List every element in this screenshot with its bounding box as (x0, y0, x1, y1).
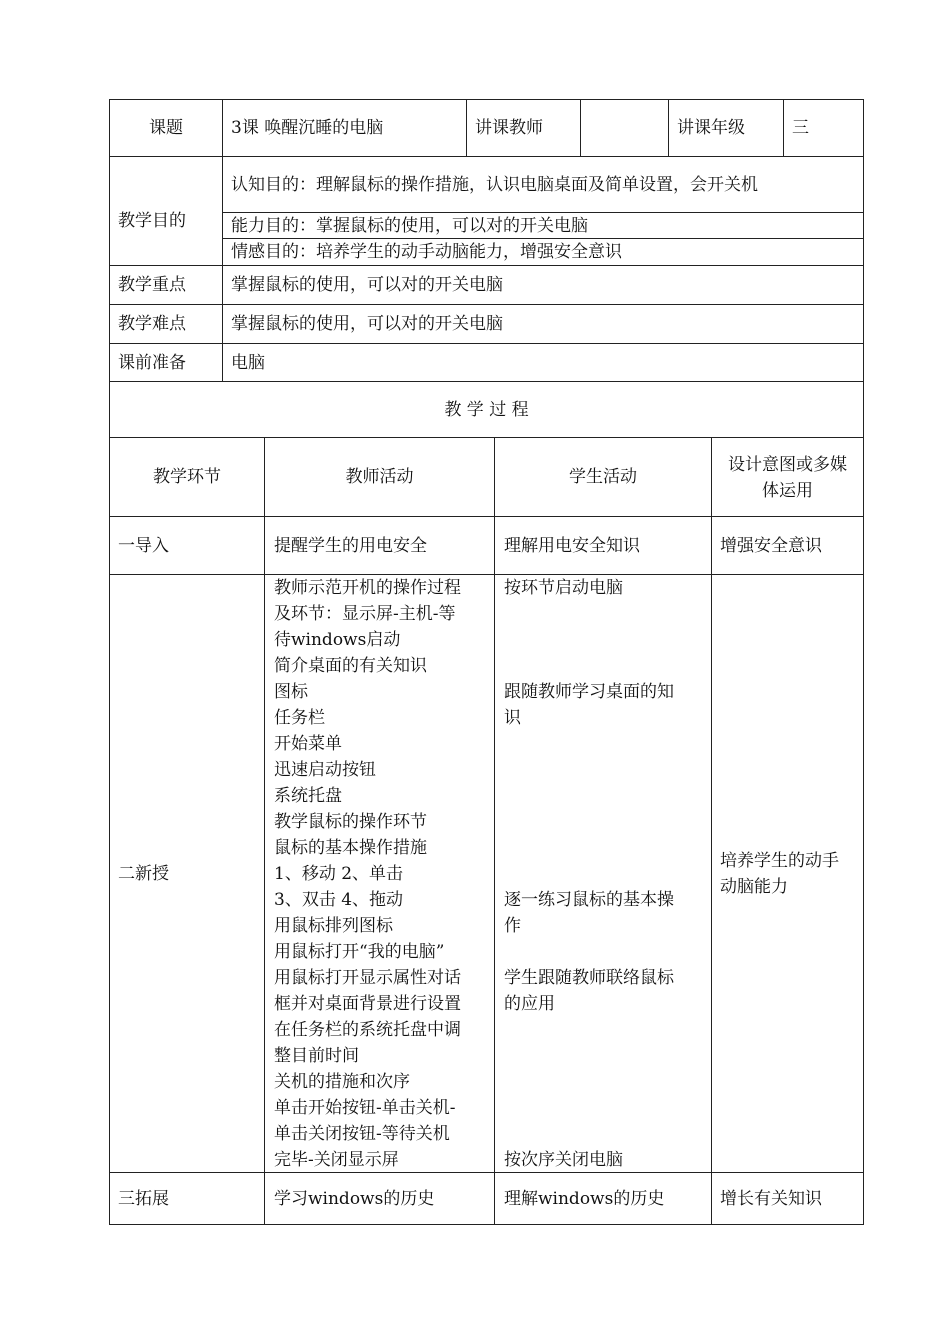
teacher-line: 图标 (274, 682, 308, 702)
border-left (109, 99, 110, 1225)
col-divider (264, 437, 265, 1225)
student-line: 学生跟随教师联络鼠标 (504, 968, 674, 988)
teacher-activity-list (274, 575, 461, 1173)
teacher-line: 在任务栏的系统托盘中调 (274, 1020, 461, 1040)
header-student-activity: 学生活动 (569, 467, 637, 487)
teacher-line: 迅速启动按钮 (274, 760, 376, 780)
topic-value: 3课 唤醒沉睡的电脑 (231, 118, 384, 138)
teacher-line: 教师示范开机的操作过程 (274, 578, 461, 598)
student-line: 跟随教师学习桌面的知 (504, 682, 674, 702)
col-divider (466, 99, 467, 157)
design-intent: 增强安全意识 (720, 536, 822, 556)
teacher-line: 任务栏 (274, 708, 325, 728)
col-divider (711, 437, 712, 1225)
teacher-line: 鼠标的基本操作措施 (274, 838, 427, 858)
teacher-line: 及环节：显示屏-主机-等 (274, 604, 456, 624)
teacher-line: 系统托盘 (274, 786, 342, 806)
topic-label: 课题 (149, 118, 183, 138)
difficulty-value: 掌握鼠标的使用，可以对的开关电脑 (231, 314, 503, 334)
teacher-line: 用鼠标打开“我的电脑” (274, 942, 445, 962)
col-divider (494, 437, 495, 1225)
teacher-line: 教学鼠标的操作环节 (274, 812, 427, 832)
teacher-line: 待windows启动 (274, 630, 401, 650)
header-stage: 教学环节 (153, 467, 221, 487)
student-activity: 理解windows的历史 (504, 1189, 665, 1209)
teacher-line: 整目前时间 (274, 1046, 359, 1066)
teacher-activity: 提醒学生的用电安全 (274, 536, 427, 556)
objective-ability: 能力目的：掌握鼠标的使用，可以对的开关电脑 (231, 216, 588, 236)
preparation-value: 电脑 (231, 353, 265, 373)
row-divider (109, 574, 864, 575)
student-line: 按环节启动电脑 (504, 578, 623, 598)
student-activity: 理解用电安全知识 (504, 536, 640, 556)
key-point-label: 教学重点 (118, 275, 186, 295)
teacher-line: 完毕-关闭显示屏 (274, 1150, 399, 1170)
teacher-line: 单击开始按钮-单击关机- (274, 1098, 456, 1118)
student-line: 作 (504, 916, 521, 936)
teacher-line: 用鼠标打开显示属性对话 (274, 968, 461, 988)
col-divider (222, 99, 223, 382)
teacher-label: 讲课教师 (475, 118, 543, 138)
row-divider (109, 1172, 864, 1173)
process-title: 教 学 过 程 (444, 400, 529, 420)
objectives-label: 教学目的 (118, 211, 186, 231)
col-divider (668, 99, 669, 157)
header-teacher-activity: 教师活动 (345, 467, 414, 487)
student-line: 按次序关闭电脑 (504, 1150, 623, 1170)
row-divider (109, 437, 864, 438)
objective-emotion: 情感目的：培养学生的动手动脑能力，增强安全意识 (231, 242, 622, 262)
design-intent: 增长有关知识 (720, 1189, 822, 1209)
student-line: 的应用 (504, 994, 555, 1014)
teacher-activity: 学习windows的历史 (274, 1189, 435, 1209)
objective-cognitive: 认知目的：理解鼠标的操作措施，认识电脑桌面及简单设置，会开关机 (231, 175, 758, 195)
border-right (863, 99, 864, 1225)
preparation-label: 课前准备 (118, 353, 186, 373)
teacher-line: 框并对桌面背景进行设置 (274, 994, 461, 1014)
col-divider (580, 99, 581, 157)
stage-extension: 三拓展 (118, 1189, 169, 1209)
header-design-line1: 设计意图或多媒 (728, 455, 847, 475)
student-line: 逐一练习鼠标的基本操 (504, 890, 674, 910)
stage-intro: 一导入 (118, 536, 169, 556)
teacher-line: 开始菜单 (274, 734, 342, 754)
teacher-line: 用鼠标排列图标 (274, 916, 393, 936)
key-point-value: 掌握鼠标的使用，可以对的开关电脑 (231, 275, 503, 295)
student-line: 识 (504, 708, 521, 728)
col-divider (783, 99, 784, 157)
teacher-line: 简介桌面的有关知识 (274, 656, 427, 676)
grade-value: 三 (792, 118, 809, 138)
teacher-line: 单击关闭按钮-等待关机 (274, 1124, 450, 1144)
design-line: 培养学生的动手 (720, 851, 839, 871)
design-line: 动脑能力 (720, 877, 788, 897)
teacher-line: 1、移动 2、单击 (274, 864, 404, 884)
teacher-line: 关机的措施和次序 (274, 1072, 410, 1092)
difficulty-label: 教学难点 (118, 314, 186, 334)
header-design-line2: 体运用 (762, 481, 813, 501)
row-divider (109, 516, 864, 517)
teacher-line: 3、双击 4、拖动 (274, 890, 404, 910)
border-bottom (109, 1224, 864, 1225)
grade-label: 讲课年级 (677, 118, 745, 138)
stage-new-lesson: 二新授 (118, 864, 169, 884)
